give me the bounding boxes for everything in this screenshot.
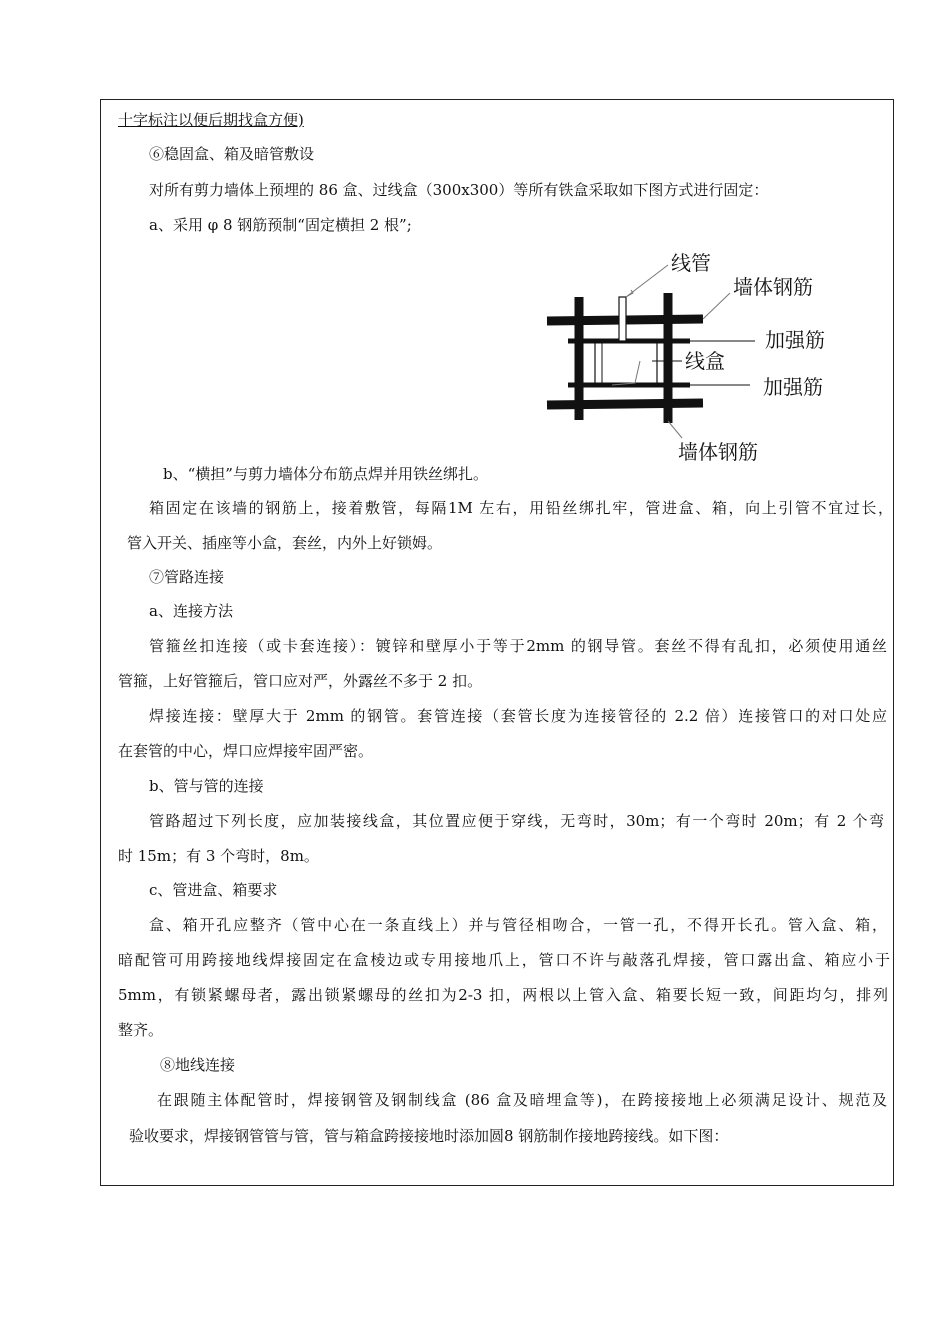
subheading-b: b、管与管的连接	[149, 777, 264, 795]
text-line-10: 管箍丝扣连接（或卡套连接）：镀锌和壁厚小于等于2mm 的钢导管。套丝不得有乱扣，必须使用通丝	[149, 637, 887, 655]
subheading-a: a、连接方法	[149, 602, 233, 620]
section-heading-6: ⑥稳固盒、箱及暗管敷设	[149, 145, 315, 163]
rebar-diagram-svg	[540, 245, 840, 470]
text-line-16: 时 15m；有 3 个弯时，8m。	[118, 847, 319, 865]
text-line-4: a、采用 φ 8 钢筋预制“固定横担 2 根”;	[149, 216, 412, 234]
label-box: 线盒	[685, 349, 725, 373]
text-line-5: b、“横担”与剪力墙体分布筋点焊并用铁丝绑扎。	[163, 465, 488, 483]
subheading-c: c、管进盒、箱要求	[149, 881, 278, 899]
text-line-3: 对所有剪力墙体上预埋的 86 盒、过线盒（300x300）等所有铁盒采取如下图方式进行固定：	[149, 181, 769, 199]
label-reinforce-2: 加强筋	[763, 375, 823, 399]
section-heading-7: ⑦管路连接	[149, 568, 225, 586]
text-line-6: 箱固定在该墙的钢筋上，接着敷管，每隔1M 左右，用铅丝绑扎牢，管进盒、箱，向上引管不宜过长，	[149, 499, 893, 517]
text-line-23: 在跟随主体配管时，焊接钢管及钢制线盒 (86 盒及暗埋盒等)，在跨接接地上必须满足设计、规范及	[157, 1091, 887, 1109]
label-wall-rebar-bottom: 墙体钢筋	[678, 440, 758, 464]
box-fixing-diagram	[540, 245, 840, 470]
horizontal-rebar-bottom	[547, 403, 703, 405]
text-line-7: 管入开关、插座等小盒，套丝，内外上好锁姆。	[127, 534, 443, 552]
label-conduit: 线管	[671, 251, 711, 275]
text-line-21: 整齐。	[118, 1021, 164, 1039]
text-line-20: 5mm，有锁紧螺母者，露出锁紧螺母的丝扣为2-3 扣，两根以上管入盒、箱要长短一致，间距均匀，排列	[118, 986, 888, 1004]
arrow-conduit	[626, 290, 633, 297]
text-line-12: 焊接连接：壁厚大于 2mm 的钢管。套管连接（套管长度为连接管径的 2.2 倍）连接管口的对口处应	[149, 707, 887, 725]
text-line-13: 在套管的中心，焊口应焊接牢固严密。	[118, 742, 374, 760]
text-line-15: 管路超过下列长度，应加装接线盒，其位置应便于穿线，无弯时，30m；有一个弯时 20m；有 2 个弯	[149, 812, 884, 830]
text-line-19: 暗配管可用跨接地线焊接固定在盒棱边或专用接地爪上，管口不许与敲落孔焊接，管口露出盒、箱应小于	[118, 951, 890, 969]
conduit-pipe	[619, 297, 626, 341]
leader-box-inner	[612, 361, 640, 385]
section-heading-8: ⑧地线连接	[160, 1056, 236, 1074]
text-line-18: 盒、箱开孔应整齐（管中心在一条直线上）并与管径相吻合，一管一孔，不得开长孔。管入盒、箱，	[149, 916, 887, 934]
junction-box	[595, 341, 657, 385]
text-line-11: 管箍，上好管箍后，管口应对严，外露丝不多于 2 扣。	[118, 672, 483, 690]
leader-wall-rebar-bottom	[668, 421, 682, 438]
label-reinforce-1: 加强筋	[765, 328, 825, 352]
text-line-1: 十字标注以便后期找盒方便)	[118, 111, 304, 129]
text-line-24: 验收要求，焊接钢管管与管，管与箱盒跨接接地时添加圆8 钢筋制作接地跨接线。如下图：	[129, 1127, 729, 1145]
label-wall-rebar-top: 墙体钢筋	[733, 275, 813, 299]
leader-wall-rebar-top	[703, 293, 730, 319]
